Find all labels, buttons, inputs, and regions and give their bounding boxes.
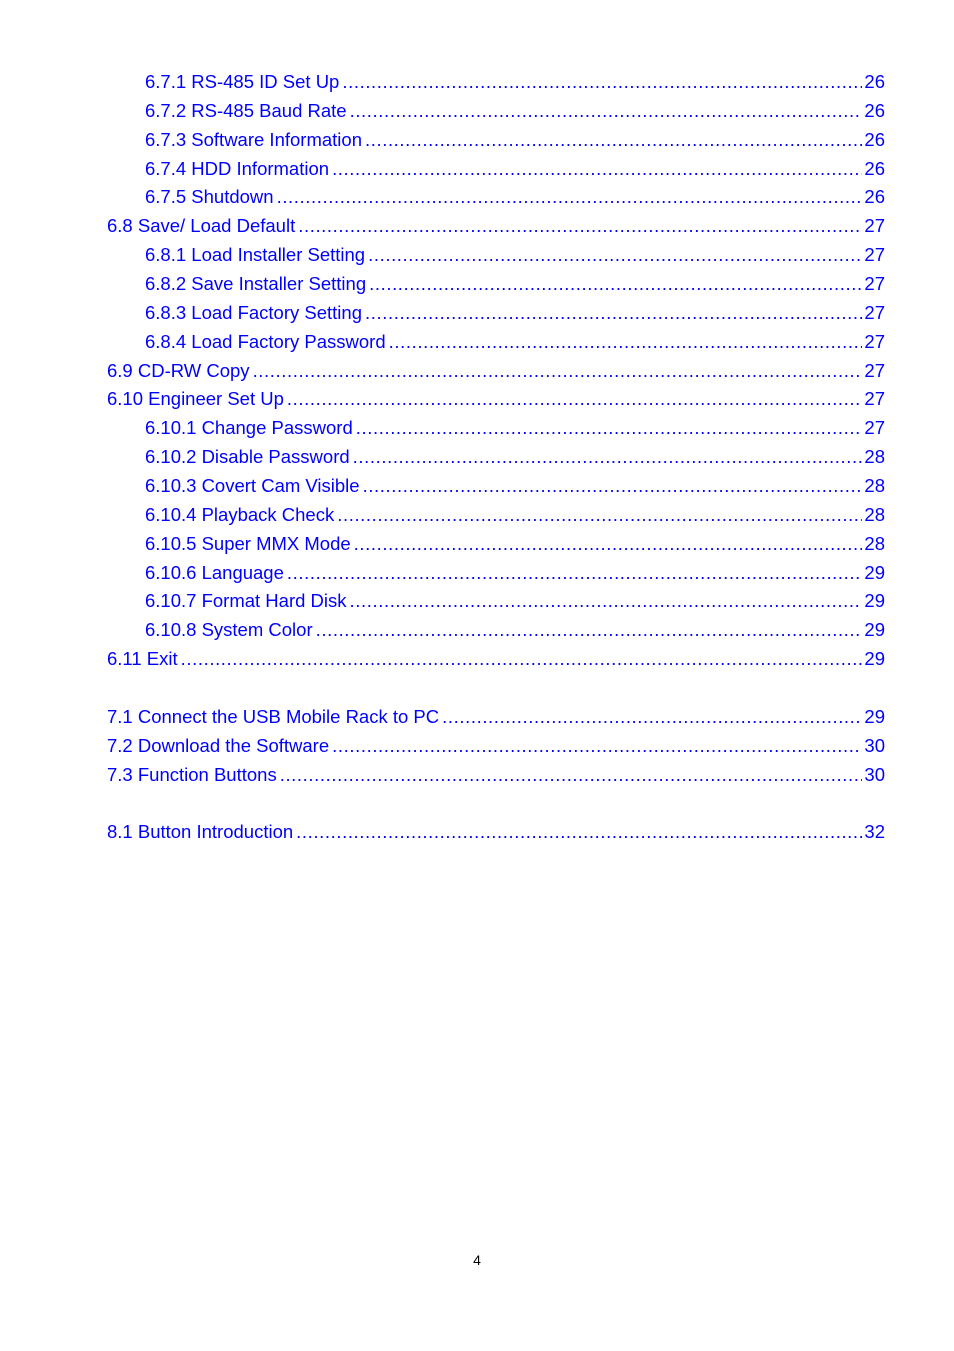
toc-entry-title: 7.3 Function Buttons — [107, 764, 277, 785]
toc-dot-leader — [287, 388, 863, 410]
toc-entry-6-10-1[interactable] — [145, 417, 885, 439]
toc-entry-page: 30 — [864, 735, 885, 756]
toc-entry-6-10-5[interactable] — [145, 533, 885, 555]
toc-entry-title: 6.7.1 RS-485 ID Set Up — [145, 71, 340, 92]
toc-dot-leader — [442, 706, 862, 728]
toc-entry-6-8-3[interactable] — [145, 302, 885, 324]
toc-entry-6-7-3[interactable] — [145, 129, 885, 151]
toc-entry-6-7-2[interactable] — [145, 100, 885, 122]
toc-entry-title: 6.8.1 Load Installer Setting — [145, 244, 366, 265]
toc-entry-6-10-8[interactable] — [145, 619, 885, 641]
toc-entry-page: 26 — [864, 186, 885, 207]
toc-entry-page: 26 — [864, 100, 885, 121]
toc-dot-leader — [296, 821, 862, 843]
toc-dot-leader — [353, 446, 863, 468]
toc-entry-title: 6.8.3 Load Factory Setting — [145, 302, 362, 323]
toc-entry-7-2[interactable] — [107, 735, 885, 757]
toc-entry-title: 6.7.3 Software Information — [145, 129, 362, 150]
toc-dot-leader — [253, 360, 863, 382]
toc-entry-title: 6.10.2 Disable Password — [145, 446, 350, 467]
toc-entry-page: 27 — [864, 244, 885, 265]
toc-entry-title: 6.10.1 Change Password — [145, 417, 353, 438]
toc-entry-6-10-4[interactable] — [145, 504, 885, 526]
toc-entry-6-8[interactable] — [107, 215, 885, 237]
toc-entry-6-10[interactable] — [107, 388, 885, 410]
toc-entry-page: 26 — [864, 129, 885, 150]
toc-dot-leader — [363, 475, 863, 497]
toc-entry-title: 6.10.3 Covert Cam Visible — [145, 475, 360, 496]
toc-dot-leader — [356, 417, 863, 439]
toc-entry-page: 29 — [864, 648, 885, 669]
toc-entry-title: 6.10.5 Super MMX Mode — [145, 533, 351, 554]
toc-entry-title: 6.10.8 System Color — [145, 619, 313, 640]
toc-entry-title: 6.10.6 Language — [145, 562, 284, 583]
toc-entry-page: 27 — [864, 302, 885, 323]
toc-dot-leader — [365, 302, 862, 324]
toc-entry-6-10-7[interactable] — [145, 590, 885, 612]
toc-entry-page: 28 — [864, 504, 885, 525]
toc-entry-title: 7.1 Connect the USB Mobile Rack to PC — [107, 706, 440, 727]
toc-entry-page: 28 — [864, 533, 885, 554]
toc-entry-6-8-2[interactable] — [145, 273, 885, 295]
toc-entry-page: 28 — [864, 475, 885, 496]
toc-entry-title: 6.10.4 Playback Check — [145, 504, 335, 525]
toc-entry-page: 29 — [864, 706, 885, 727]
toc-dot-leader — [350, 100, 863, 122]
toc-entry-title: 6.8.2 Save Installer Setting — [145, 273, 367, 294]
toc-entry-page: 27 — [864, 360, 885, 381]
toc-dot-leader — [332, 158, 862, 180]
toc-entry-title: 6.7.2 RS-485 Baud Rate — [145, 100, 347, 121]
toc-dot-leader — [280, 764, 863, 786]
toc-dot-leader — [389, 331, 863, 353]
toc-dot-leader — [369, 273, 862, 295]
toc-dot-leader — [342, 71, 862, 93]
toc-entry-6-7-5[interactable] — [145, 186, 885, 208]
toc-entry-title: 6.8.4 Load Factory Password — [145, 331, 386, 352]
toc-dot-leader — [354, 533, 863, 555]
toc-dot-leader — [332, 735, 862, 757]
toc-entry-page: 26 — [864, 71, 885, 92]
toc-entry-6-8-1[interactable] — [145, 244, 885, 266]
toc-entry-page: 32 — [864, 821, 885, 842]
toc-entry-6-8-4[interactable] — [145, 331, 885, 353]
toc-entry-page: 27 — [864, 417, 885, 438]
toc-entry-6-7-4[interactable] — [145, 158, 885, 180]
toc-entry-page: 26 — [864, 158, 885, 179]
toc-entry-page: 27 — [864, 331, 885, 352]
toc-entry-7-3[interactable] — [107, 764, 885, 786]
toc-entry-page: 28 — [864, 446, 885, 467]
toc-entry-title: 6.10.7 Format Hard Disk — [145, 590, 347, 611]
toc-dot-leader — [316, 619, 863, 641]
toc-entry-title: 6.11 Exit — [107, 648, 178, 669]
toc-entry-title: 6.9 CD-RW Copy — [107, 360, 250, 381]
toc-entry-6-7-1[interactable] — [145, 71, 885, 93]
toc-dot-leader — [287, 562, 863, 584]
toc-entry-6-10-6[interactable] — [145, 562, 885, 584]
page-number: 4 — [473, 1252, 481, 1268]
toc-entry-8-1[interactable] — [107, 821, 885, 843]
toc-entry-page: 29 — [864, 619, 885, 640]
toc-entry-page: 29 — [864, 590, 885, 611]
toc-dot-leader — [298, 215, 862, 237]
toc-entry-title: 6.8 Save/ Load Default — [107, 215, 296, 236]
toc-entry-title: 7.2 Download the Software — [107, 735, 330, 756]
toc-entry-6-10-3[interactable] — [145, 475, 885, 497]
toc-entry-title: 8.1 Button Introduction — [107, 821, 294, 842]
toc-entry-title: 6.10 Engineer Set Up — [107, 388, 284, 409]
toc-entry-title: 6.7.4 HDD Information — [145, 158, 330, 179]
toc-dot-leader — [181, 648, 863, 670]
toc-dot-leader — [365, 129, 862, 151]
toc-dot-leader — [368, 244, 862, 266]
toc-entry-page: 27 — [864, 215, 885, 236]
toc-entry-6-11[interactable] — [107, 648, 885, 670]
toc-entry-page: 27 — [864, 388, 885, 409]
toc-entry-page: 30 — [864, 764, 885, 785]
toc-entry-page: 27 — [864, 273, 885, 294]
toc-entry-7-1[interactable] — [107, 706, 885, 728]
toc-entry-6-10-2[interactable] — [145, 446, 885, 468]
toc-entry-page: 29 — [864, 562, 885, 583]
toc-dot-leader — [337, 504, 862, 526]
toc-dot-leader — [277, 186, 863, 208]
toc-entry-6-9[interactable] — [107, 360, 885, 382]
toc-dot-leader — [350, 590, 863, 612]
toc-entry-title: 6.7.5 Shutdown — [145, 186, 274, 207]
